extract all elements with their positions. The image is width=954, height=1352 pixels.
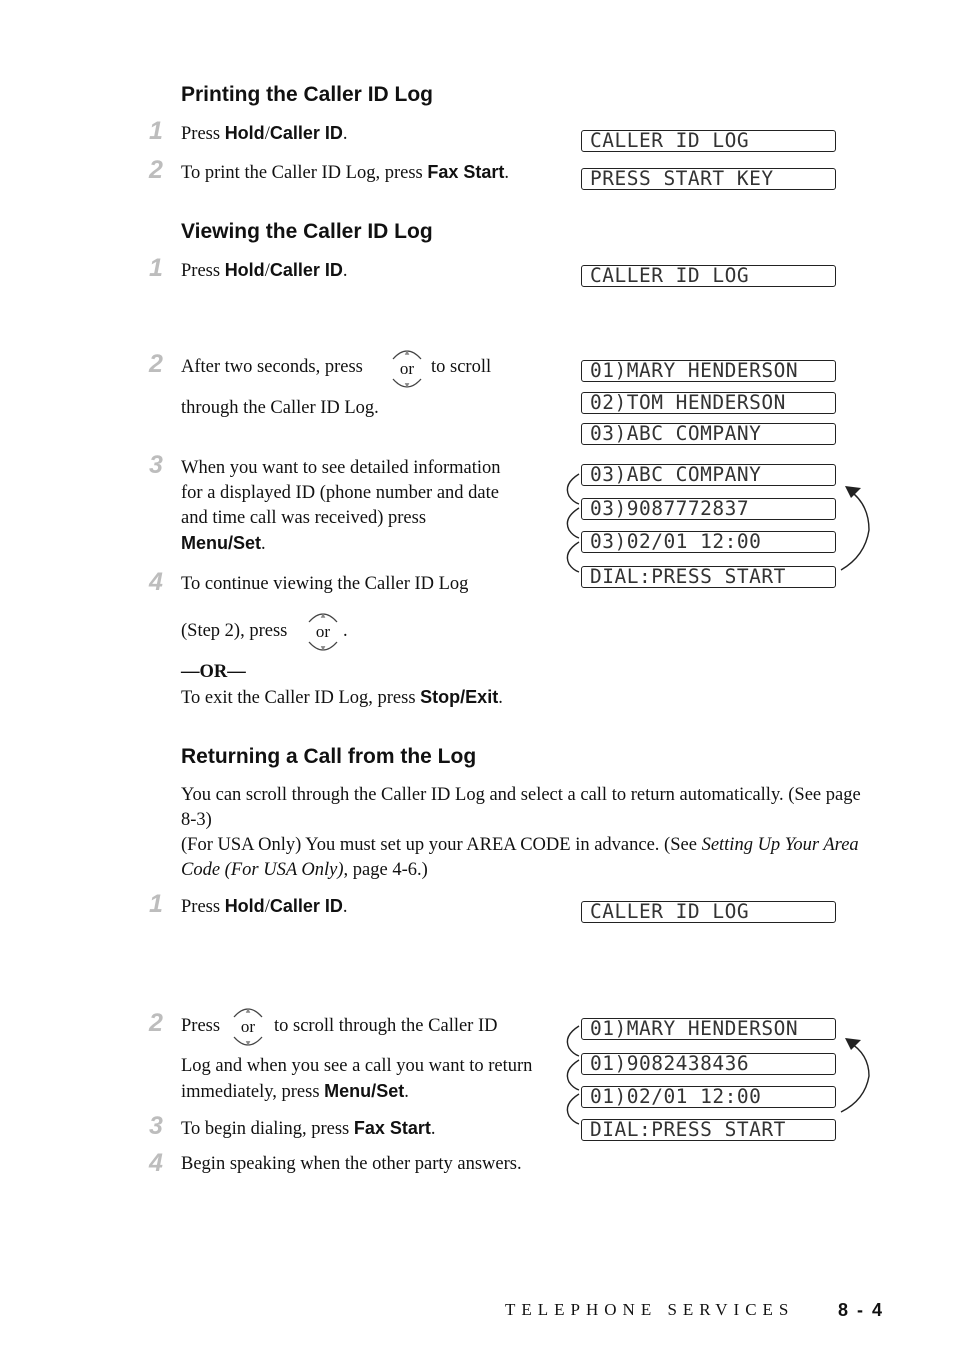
section-title-viewing: Viewing the Caller ID Log <box>181 220 433 243</box>
area-code-note: (For USA Only) You must set up your AREA CODE in advance. (See Setting Up Your Area Code (For USA Only), page 4-6.) <box>181 835 859 880</box>
step-text: Press Hold/Caller ID. <box>181 896 348 917</box>
scroll-up-mark: ▲ <box>320 612 326 619</box>
lcd-display: CALLER ID LOG <box>581 901 836 923</box>
step-text: for a displayed ID (phone number and date <box>181 483 499 503</box>
step-text: Press Hold/Caller ID. <box>181 260 348 281</box>
scroll-key-label: or <box>240 1017 256 1036</box>
lcd-display: 01)02/01 12:00 <box>581 1086 836 1108</box>
lcd-display: 03)9087772837 <box>581 498 836 520</box>
step-number: 3 <box>149 1112 163 1140</box>
lcd-display: 01)MARY HENDERSON <box>581 360 836 382</box>
step-number: 3 <box>149 451 163 479</box>
step-number: 2 <box>149 156 163 184</box>
scroll-key-label: or <box>399 359 415 378</box>
step-text: Menu/Set. <box>181 533 266 554</box>
lcd-display: 02)TOM HENDERSON <box>581 392 836 414</box>
section-title-printing: Printing the Caller ID Log <box>181 83 434 106</box>
lcd-display: CALLER ID LOG <box>581 265 836 287</box>
scroll-key-icon <box>389 345 425 393</box>
or-separator: —OR— <box>181 662 246 682</box>
lcd-display: DIAL:PRESS START <box>581 566 836 588</box>
scroll-down-mark: ▼ <box>404 382 410 389</box>
step-text: and time call was received) press <box>181 508 427 528</box>
step-text: Begin speaking when the other party answers. <box>181 1154 522 1174</box>
scroll-up-mark: ▲ <box>404 349 410 356</box>
step-text: to scroll through the Caller ID <box>274 1016 498 1036</box>
step-text: through the Caller ID Log. <box>181 398 379 418</box>
step-number: 4 <box>149 568 163 596</box>
lcd-display: 03)02/01 12:00 <box>581 531 836 553</box>
scroll-key-icon <box>305 608 341 656</box>
scroll-key-label: or <box>315 622 331 641</box>
step-number: 1 <box>149 254 163 282</box>
scroll-key-icon <box>230 1003 266 1051</box>
step-number: 1 <box>149 117 163 145</box>
step-text: (Step 2), press <box>181 621 288 641</box>
step-text: immediately, press Menu/Set. <box>181 1081 409 1102</box>
scroll-down-mark: ▼ <box>320 645 326 652</box>
cycle-arrows-icon <box>555 1014 875 1144</box>
step-text: When you want to see detailed information <box>181 458 501 478</box>
step-text: Log and when you see a call you want to return <box>181 1056 533 1076</box>
step-text: To begin dialing, press Fax Start. <box>181 1118 436 1139</box>
lcd-display: 01)9082438436 <box>581 1053 836 1075</box>
lcd-display: CALLER ID LOG <box>581 130 836 152</box>
lcd-display: 03)ABC COMPANY <box>581 423 836 445</box>
step-text: After two seconds, press <box>181 357 363 377</box>
step-text: Press Hold/Caller ID. <box>181 123 348 144</box>
lcd-display: PRESS START KEY <box>581 168 836 190</box>
footer-section-name: TELEPHONE SERVICES <box>505 1300 795 1319</box>
step-text: To continue viewing the Caller ID Log <box>181 574 469 594</box>
section-title-returning: Returning a Call from the Log <box>181 745 477 768</box>
step-number: 2 <box>149 1009 163 1037</box>
step-text: To print the Caller ID Log, press Fax Start. <box>181 162 510 183</box>
step-number: 2 <box>149 350 163 378</box>
lcd-display: 01)MARY HENDERSON <box>581 1018 836 1040</box>
step-number: 1 <box>149 890 163 918</box>
scroll-up-mark: ▲ <box>245 1007 251 1014</box>
step-text: To exit the Caller ID Log, press Stop/Exit. <box>181 687 503 708</box>
intro-paragraph: You can scroll through the Caller ID Log and select a call to return automatically. (See page 8-3) <box>181 785 861 830</box>
scroll-down-mark: ▼ <box>245 1040 251 1047</box>
step-text: to scroll <box>431 357 492 377</box>
lcd-display: 03)ABC COMPANY <box>581 464 836 486</box>
page-number: 8 - 4 <box>838 1300 885 1320</box>
cycle-arrows-icon <box>555 460 875 590</box>
step-text: . <box>343 621 348 641</box>
step-text: Press <box>181 1016 221 1036</box>
lcd-display: DIAL:PRESS START <box>581 1119 836 1141</box>
step-number: 4 <box>149 1149 163 1177</box>
